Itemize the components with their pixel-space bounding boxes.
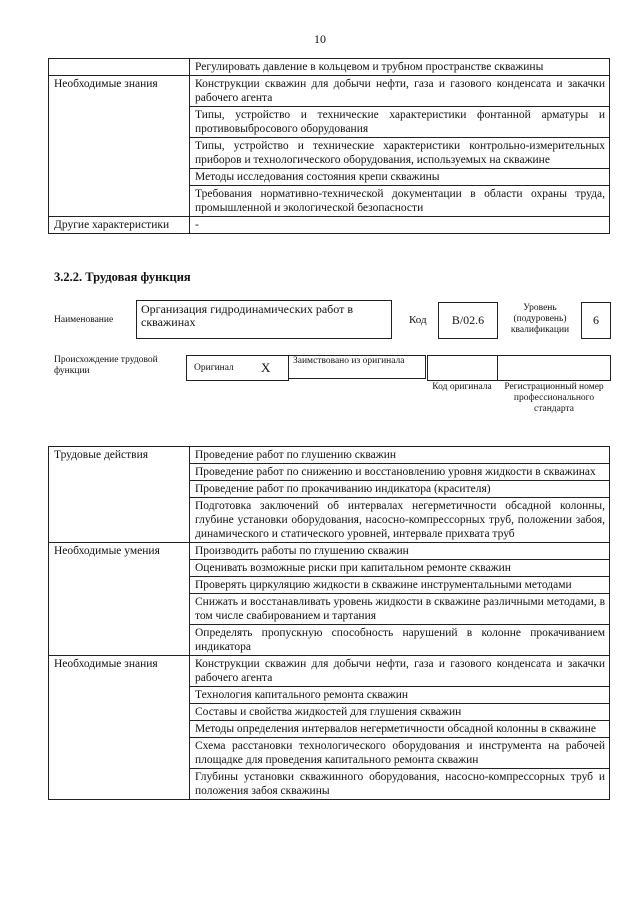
table-row: [49, 76, 610, 107]
requirements-table-main: [48, 446, 610, 800]
table-cell: Требования нормативно-технической документации в области охраны труда, промышленной и экологической безопасности: [190, 186, 610, 217]
row-label-knowledge: Необходимые знания: [49, 76, 190, 217]
row-label-skills: Необходимые умения: [49, 543, 190, 656]
code-original-label: Код оригинала: [432, 382, 492, 392]
name-label: Наименование: [54, 315, 114, 325]
table-cell: Типы, устройство и технические характеристики фонтанной арматуры и противовыбросового оборудования: [190, 107, 610, 138]
table-cell: Составы и свойства жидкостей для глушения скважин: [190, 704, 610, 721]
table-cell: Регулировать давление в кольцевом и трубном пространстве скважины: [190, 59, 610, 76]
row-label-actions: Трудовые действия: [49, 447, 190, 543]
table-cell: Методы определения интервалов негерметичности обсадной колонны в скважине: [190, 721, 610, 738]
registration-label: Регистрационный номер профессионального стандарта: [504, 382, 604, 414]
code-value: В/02.6: [438, 302, 498, 339]
code-label: Код: [409, 314, 427, 326]
table-cell: Подготовка заключений об интервалах негерметичности обсадной колонны, глубине установки оборудования, насосно-компрессорных труб, положении забоя, динамического и статического уровней, интервале прихвата труб: [190, 498, 610, 543]
table-cell: Схема расстановки технологического оборудования и инструмента на рабочей площадке для проведения капитального ремонта скважин: [190, 738, 610, 769]
page-number: 10: [314, 32, 326, 46]
table-cell: Проведение работ по снижению и восстановлению уровня жидкости в скважинах: [190, 464, 610, 481]
table-row: [49, 447, 610, 464]
table-cell: Проверять циркуляцию жидкости в скважине инструментальными методами: [190, 577, 610, 594]
table-cell: Производить работы по глушению скважин: [190, 543, 610, 560]
table-cell: Проведение работ по глушению скважин: [190, 447, 610, 464]
table-cell: Конструкции скважин для добычи нефти, газа и газового конденсата и закачки рабочего агента: [190, 656, 610, 687]
code-original-cell: [427, 355, 498, 381]
table-row: [49, 59, 610, 76]
table-cell: Глубины установки скважинного оборудования, насосно-компрессорных труб и положения забоя скважины: [190, 769, 610, 800]
table-cell: Снижать и восстанавливать уровень жидкости в скважине различными методами, в том числе свабированием и тартания: [190, 594, 610, 625]
table-cell: -: [190, 217, 610, 234]
borrowed-label: Заимствовано из оригинала: [288, 355, 426, 379]
registration-cell: [497, 355, 611, 381]
level-value: 6: [581, 302, 611, 339]
table-cell: Проведение работ по прокачиванию индикатора (красителя): [190, 481, 610, 498]
name-value: Организация гидродинамических работ в скважинах: [136, 300, 392, 339]
empty-cell: [49, 59, 190, 76]
table-row: [49, 656, 610, 687]
row-label-knowledge: Необходимые знания: [49, 656, 190, 800]
table-cell: Технология капитального ремонта скважин: [190, 687, 610, 704]
original-label: Оригинал: [194, 363, 234, 373]
table-cell: Определять пропускную способность нарушений в колонне прокачиванием индикатора: [190, 625, 610, 656]
row-label-other: Другие характеристики: [49, 217, 190, 234]
table-cell: Типы, устройство и технические характеристики контрольно-измерительных приборов и технологического оборудования, используемых на скважине: [190, 138, 610, 169]
section-title: 3.2.2. Трудовая функция: [54, 270, 191, 284]
original-cell: [186, 355, 289, 381]
table-cell: Конструкции скважин для добычи нефти, газа и газового конденсата и закачки рабочего агента: [190, 76, 610, 107]
table-row: [49, 217, 610, 234]
table-cell: Оценивать возможные риски при капитальном ремонте скважин: [190, 560, 610, 577]
table-cell: Методы исследования состояния крепи скважины: [190, 169, 610, 186]
origin-label: Происхождение трудовой функции: [54, 355, 158, 376]
table-row: [49, 543, 610, 560]
requirements-table-top: [48, 58, 610, 234]
original-mark: X: [261, 360, 271, 375]
level-label: Уровень (подуровень) квалификации: [510, 303, 570, 335]
